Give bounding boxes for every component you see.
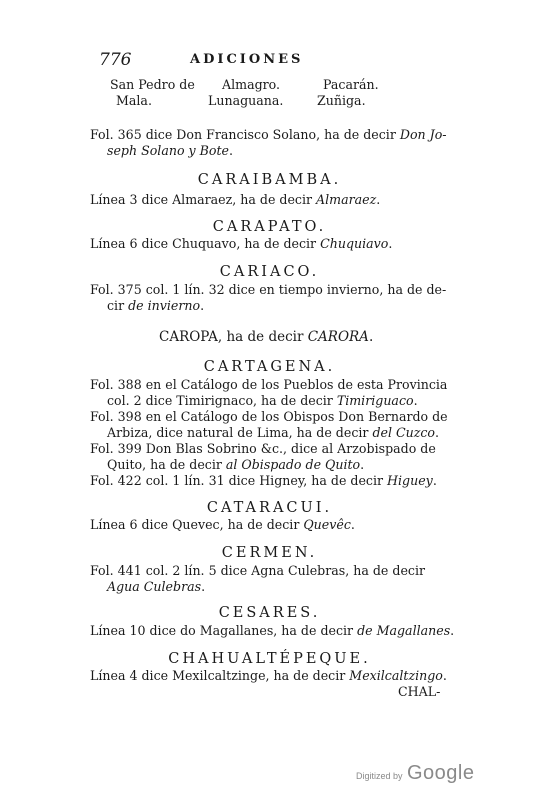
entry-line: col. 2 dice Timirignaco, ha de decir Timiriguaco.: [107, 393, 418, 408]
table-cell: Zuñiga.: [317, 93, 366, 108]
entry-line: Línea 10 dice do Magallanes, ha de decir de Magallanes.: [90, 623, 455, 638]
section-heading: CARIACO.: [219, 264, 320, 280]
entry-line: Línea 6 dice Chuquavo, ha de decir Chuquiavo.: [90, 236, 393, 251]
catchword: CHAL-: [398, 684, 441, 699]
page-number: 776: [99, 50, 132, 70]
google-logo: Google: [406, 762, 475, 784]
digitized-by-google-watermark: [356, 762, 474, 785]
entry-line: Fol. 388 en el Catálogo de los Pueblos de esta Provincia: [90, 377, 448, 392]
entry-line: Fol. 375 col. 1 lín. 32 dice en tiempo invierno, ha de de-: [90, 282, 447, 297]
table-cell: Lunaguana.: [208, 93, 284, 108]
section-heading: CHAHUALTÉPEQUE.: [168, 651, 371, 667]
entry-line: Fol. 398 en el Catálogo de los Obispos Don Bernardo de: [90, 409, 448, 424]
entry-line: Fol. 441 col. 2 lín. 5 dice Agna Culebras, ha de decir: [90, 563, 426, 578]
table-cell: Mala.: [116, 93, 152, 108]
table-cell: Pacarán.: [323, 77, 379, 92]
section-heading: CARTAGENA.: [203, 359, 336, 375]
entry-line: Quito, ha de decir al Obispado de Quito.: [107, 457, 365, 472]
entry-line: Línea 3 dice Almaraez, ha de decir Almaraez.: [90, 192, 381, 207]
section-heading: CATARACUI.: [206, 500, 333, 516]
entry-line: Agua Culebras.: [107, 579, 206, 594]
section-heading: CARAPATO.: [212, 219, 327, 235]
entry-line: Fol. 422 col. 1 lín. 31 dice Higney, ha de decir Higuey.: [90, 473, 437, 488]
section-heading: CESARES.: [218, 605, 321, 621]
entry-line: Línea 6 dice Quevec, ha de decir Quevêc.: [90, 517, 355, 532]
section-heading: CARAIBAMBA.: [197, 172, 342, 188]
running-title: ADICIONES: [190, 52, 304, 67]
entry-line: Línea 4 dice Mexilcaltzinge, ha de decir Mexilcaltzingo.: [90, 668, 447, 683]
table-cell: San Pedro de: [110, 77, 195, 92]
entry-line: Arbiza, dice natural de Lima, ha de decir del Cuzco.: [107, 425, 440, 440]
entry-line: CAROPA, ha de decir CARORA.: [159, 329, 374, 345]
entry-line: Fol. 365 dice Don Francisco Solano, ha de decir Don Jo-: [90, 127, 447, 142]
section-heading: CERMEN.: [221, 545, 318, 561]
digitized-label: Digitized by: [356, 771, 403, 781]
entry-line: Fol. 399 Don Blas Sobrino &c., dice al Arzobispado de: [90, 441, 436, 456]
entry-line: seph Solano y Bote.: [107, 143, 234, 158]
table-cell: Almagro.: [222, 77, 281, 92]
entry-line: cir de invierno.: [107, 298, 205, 313]
